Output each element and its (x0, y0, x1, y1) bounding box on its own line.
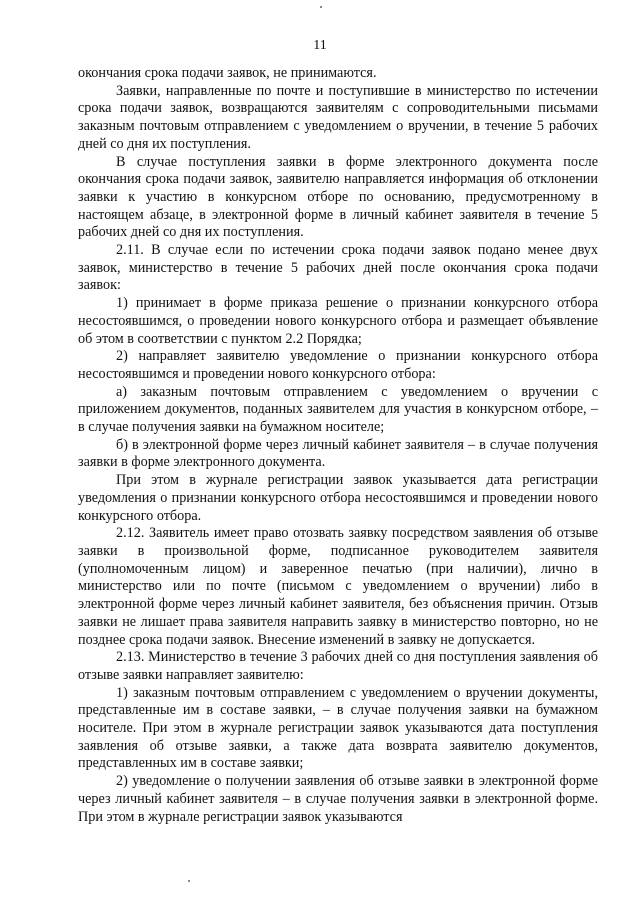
paragraph: 2.13. Министерство в течение 3 рабочих дней со дня поступления заявления об отзыве заявки направляет заявителю: (78, 649, 598, 683)
page-number: 11 (313, 38, 327, 53)
paragraph: 2) уведомление о получении заявления об отзыве заявки в электронной форме через личный кабинет заявителя – в случае получения заявки в электронной форме. При этом в журнале регистрации заявок указываются (78, 773, 598, 825)
paragraph: 2) направляет заявителю уведомление о признании конкурсного отбора несостоявшимся и проведении нового конкурсного отбора: (78, 348, 598, 382)
paragraph: 2.12. Заявитель имеет право отозвать заявку посредством заявления об отзыве заявки в произвольной форме, подписанное руководителем заявителя (уполномоченным лицом) и заверенное печатью (при наличии), лично в министерство или по почте (письмом с уведомлением о вручении) либо в электронной форме через личный кабинет заявителя, без объяснения причин. Отзыв заявки не лишает права заявителя направить заявку в министерство повторно, но не позднее срока подачи заявок. Внесение изменений в заявку не допускается. (78, 525, 598, 648)
paragraph: 2.11. В случае если по истечении срока подачи заявок подано менее двух заявок, министерство в течение 5 рабочих дней после окончания срока подачи заявок: (78, 242, 598, 294)
scan-speck (188, 880, 190, 882)
scan-speck (320, 6, 322, 8)
paragraph: б) в электронной форме через личный кабинет заявителя – в случае получения заявки в форме электронного документа. (78, 436, 598, 471)
paragraph: окончания срока подачи заявок, не принимаются. (78, 65, 377, 81)
document-body (78, 65, 598, 826)
paragraph: Заявки, направленные по почте и поступившие в министерство по истечении срока подачи заявок, возвращаются заявителям с сопроводительными письмами заказным почтовым отправлением с уведомлением о вручении, в течение 5 рабочих дней со дня их поступления. (78, 82, 598, 152)
paragraph: При этом в журнале регистрации заявок указывается дата регистрации уведомления о признании конкурсного отбора несостоявшимся и проведении нового конкурсного отбора. (78, 472, 598, 524)
paragraph: В случае поступления заявки в форме электронного документа после окончания срока подачи заявок, заявителю направляется информация об отклонении заявки к участию в конкурсном отборе по основанию, предусмотренному в настоящем абзаце, в электронной форме в личный кабинет заявителя в течение 5 рабочих дней со дня их поступления. (78, 153, 598, 241)
paragraph: а) заказным почтовым отправлением с уведомлением о вручении с приложением документов, поданных заявителем для участия в конкурсном отборе, – в случае получения заявки на бумажном носителе; (78, 383, 598, 436)
paragraph: 1) принимает в форме приказа решение о признании конкурсного отбора несостоявшимся, о проведении нового конкурсного отбора и размещает объявление об этом в соответствии с пунктом 2.2 Порядка; (78, 295, 598, 347)
paragraph: 1) заказным почтовым отправлением с уведомлением о вручении документы, представленные им в составе заявки, – в случае получения заявки на бумажном носителе. При этом в журнале регистрации заявок указываются дата поступления заявления об отзыве заявки, а также дата возврата заявителю документов, представленных им в составе заявки; (78, 684, 598, 772)
